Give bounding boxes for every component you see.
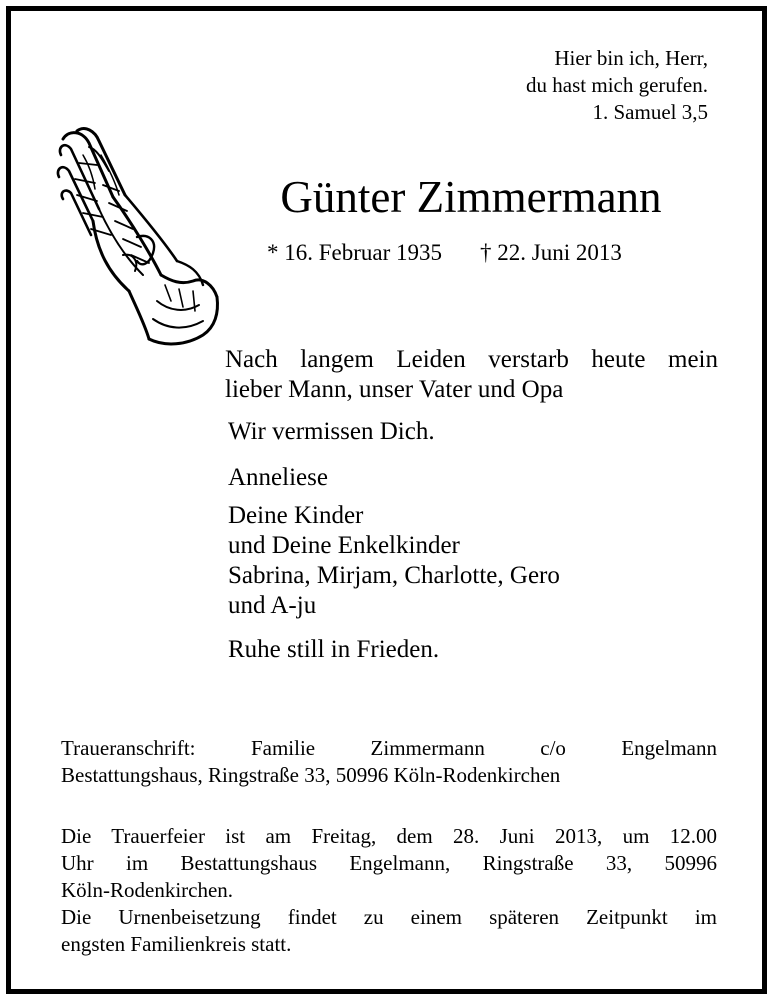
verse-line: Hier bin ich, Herr, — [554, 46, 708, 70]
address-line: Traueranschrift: Familie Zimmermann c/o Engelmann — [61, 736, 717, 760]
funeral-info — [61, 823, 717, 958]
farewell-text: Ruhe still in Frieden. — [228, 636, 440, 663]
verse-line: du hast mich gerufen. — [526, 73, 708, 97]
praying-hands-icon — [53, 125, 223, 350]
mourner-grandchildren-last: und A-ju — [228, 592, 317, 619]
bible-verse — [526, 45, 708, 126]
life-dates — [267, 239, 622, 267]
mourning-address — [61, 735, 717, 789]
verse-reference: 1. Samuel 3,5 — [592, 100, 708, 124]
announcement-line: lieber Mann, unser Vater und Opa — [225, 376, 564, 403]
announcement-block — [225, 345, 718, 665]
mourner-grandchildren-names: Sabrina, Mirjam, Charlotte, Gero — [228, 562, 560, 589]
death-date: † 22. Juni 2013 — [480, 240, 622, 265]
mourner-spouse: Anneliese — [228, 464, 328, 491]
mourner-grandchildren-intro: und Deine Enkelkinder — [228, 532, 460, 559]
miss-you-text: Wir vermissen Dich. — [228, 418, 435, 445]
birth-date: * 16. Februar 1935 — [267, 240, 443, 265]
deceased-name: Günter Zimmermann — [280, 172, 662, 222]
mourner-children: Deine Kinder — [228, 502, 364, 529]
funeral-line: Uhr im Bestattungshaus Engelmann, Ringstraße 33, 50996 — [61, 851, 717, 875]
urn-burial-line: Die Urnenbeisetzung findet zu einem späteren Zeitpunkt im — [61, 905, 717, 929]
obituary-notice — [6, 6, 767, 994]
urn-burial-line: engsten Familienkreis statt. — [61, 932, 292, 956]
announcement-line: Nach langem Leiden verstarb heute mein — [225, 346, 718, 373]
funeral-line: Köln-Rodenkirchen. — [61, 878, 234, 902]
address-line: Bestattungshaus, Ringstraße 33, 50996 Köln-Rodenkirchen — [61, 763, 561, 787]
funeral-line: Die Trauerfeier ist am Freitag, dem 28. Juni 2013, um 12.00 — [61, 824, 717, 848]
